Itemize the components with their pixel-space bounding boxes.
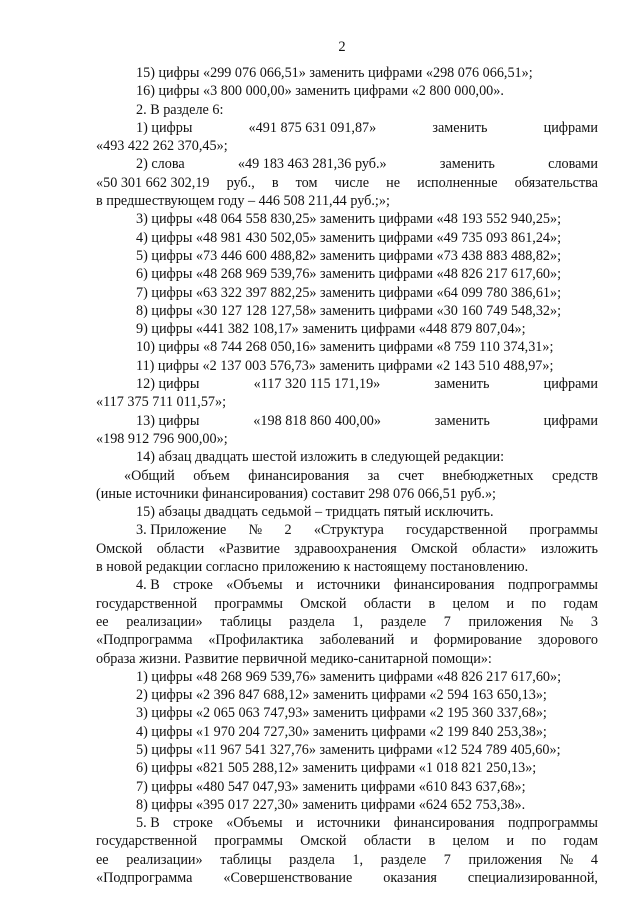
word: финансирования: [248, 467, 350, 484]
text-line: «117 375 711 011,57»;: [96, 394, 227, 411]
text-line: «198 912 796 900,00»;: [96, 430, 228, 447]
word: изложить: [540, 540, 598, 557]
word: 7: [443, 613, 451, 630]
word: 1,: [352, 613, 363, 630]
text-line: 15) цифры «299 076 066,51» заменить цифрами «298 076 066,51»;: [136, 65, 533, 81]
text-line: «493 422 262 370,45»;: [96, 138, 228, 155]
text-line: в предшествующем году – 446 508 211,44 руб.;»;: [96, 193, 390, 210]
word: приложения: [468, 613, 543, 630]
word: «49 183 463 281,36 руб.»: [237, 156, 387, 173]
word: в: [428, 833, 436, 850]
word: цифрами: [543, 412, 598, 429]
text-line: 4) цифры «1 970 204 727,30» заменить цифрами «2 199 840 253,38»;: [136, 723, 547, 740]
text-line: 16) цифры «3 800 000,00» заменить цифрами «2 800 000,00».: [136, 83, 504, 100]
text-line: 8) цифры «30 127 128 127,58» заменить цифрами «30 160 749 548,32»;: [136, 302, 562, 319]
word: №: [559, 851, 574, 868]
word: «Объемы: [226, 815, 283, 832]
word: разделе: [380, 851, 427, 868]
text-line: [96, 576, 598, 594]
word: Омской: [411, 540, 458, 557]
word: целом: [452, 595, 490, 612]
word: в: [428, 595, 436, 612]
word: заменить: [434, 412, 490, 429]
word: Омской: [300, 833, 347, 850]
text-line: [96, 631, 598, 649]
text-line: 10) цифры «8 744 268 050,16» заменить цифрами «8 759 110 374,31»;: [136, 339, 554, 356]
text-line: [96, 119, 598, 137]
word: 13) цифры: [136, 412, 200, 429]
word: Омской: [300, 595, 347, 612]
word: за: [367, 467, 380, 484]
word: «Объемы: [226, 577, 283, 594]
text-line: [96, 521, 598, 539]
text-line: 4) цифры «48 981 430 502,05» заменить цифрами «49 735 093 861,24»;: [136, 229, 562, 246]
word: и: [295, 815, 304, 832]
text-line: 5) цифры «11 967 541 327,76» заменить цифрами «12 524 789 405,60»;: [136, 741, 561, 758]
word: реализации»: [126, 613, 203, 630]
word: «Совершенствование: [223, 870, 353, 887]
word: «50 301 662 302,19: [96, 174, 210, 191]
text-line: [96, 375, 598, 393]
word: «Подпрограмма: [96, 632, 193, 649]
word: источники: [316, 815, 381, 832]
word: области: [156, 540, 205, 557]
text-line: 1) цифры «48 268 969 539,76» заменить цифрами «48 826 217 617,60»;: [136, 668, 562, 685]
word: цифрами: [543, 376, 598, 393]
word: «Структура: [313, 522, 384, 539]
word: программы: [214, 595, 283, 612]
word: раздела: [289, 613, 335, 630]
word: «117 320 115 171,19»: [253, 376, 381, 393]
word: целом: [452, 833, 490, 850]
text-line: [96, 174, 598, 192]
word: строке: [173, 577, 213, 594]
word: 3. Приложение: [136, 522, 227, 539]
word: подпрограммы: [507, 577, 598, 594]
word: и: [506, 833, 515, 850]
word: заболеваний: [319, 632, 395, 649]
word: оказания: [383, 870, 437, 887]
word: 2) слова: [136, 156, 185, 173]
word: реализации»: [126, 851, 203, 868]
word: специализированной,: [467, 870, 598, 887]
word: в: [271, 174, 279, 191]
word: финансирования: [393, 815, 495, 832]
word: разделе: [380, 613, 427, 630]
word: внебюджетных: [442, 467, 534, 484]
text-line: [96, 851, 598, 869]
text-line: 5) цифры «73 446 600 488,82» заменить цифрами «73 438 883 488,82»;: [136, 247, 562, 264]
text-line: [96, 869, 598, 887]
word: 1,: [352, 851, 363, 868]
word: средств: [552, 467, 598, 484]
text-line: [96, 613, 598, 631]
word: Омской: [96, 540, 143, 557]
word: годам: [563, 833, 598, 850]
text-line: 2) цифры «2 396 847 688,12» заменить цифрами «2 594 163 650,13»;: [136, 687, 547, 704]
document-body: [96, 64, 598, 887]
word: «Общий: [124, 467, 175, 484]
word: объем: [193, 467, 230, 484]
word: здравоохранения: [294, 540, 397, 557]
text-line: 3) цифры «2 065 063 747,93» заменить цифрами «2 195 360 337,68»;: [136, 705, 547, 722]
word: и: [506, 595, 515, 612]
word: области: [363, 595, 412, 612]
text-line: [96, 467, 598, 485]
text-line: [96, 814, 598, 832]
text-line: в новой редакции согласно приложению к настоящему постановлению.: [96, 559, 529, 576]
word: №: [248, 522, 263, 539]
word: числе: [334, 174, 370, 191]
text-line: [96, 595, 598, 613]
text-line: [96, 412, 598, 430]
text-line: образа жизни. Развитие первичной медико-санитарной помощи»:: [96, 650, 492, 667]
word: 4. В: [136, 577, 160, 594]
word: 5. В: [136, 815, 160, 832]
word: ее: [96, 613, 109, 630]
word: не: [386, 174, 401, 191]
word: раздела: [289, 851, 335, 868]
page-number: 2: [338, 39, 346, 55]
word: обязательства: [514, 174, 598, 191]
word: словами: [548, 156, 598, 173]
text-line: 11) цифры «2 137 003 576,73» заменить цифрами «2 143 510 488,97»;: [136, 357, 554, 374]
text-line: [96, 832, 598, 850]
word: здорового: [537, 632, 598, 649]
word: 12) цифры: [136, 376, 200, 393]
word: государственной: [96, 833, 198, 850]
word: финансирования: [393, 577, 495, 594]
word: заменить: [432, 119, 488, 136]
word: «Профилактика: [208, 632, 304, 649]
word: по: [531, 833, 547, 850]
word: руб.,: [226, 174, 255, 191]
word: и: [410, 632, 418, 649]
word: программы: [214, 833, 283, 850]
text-line: [96, 540, 598, 558]
word: 2: [284, 522, 292, 539]
word: государственной: [406, 522, 508, 539]
word: годам: [563, 595, 598, 612]
word: заменить: [434, 376, 490, 393]
text-line: 2. В разделе 6:: [136, 101, 224, 118]
word: 1) цифры: [136, 119, 193, 136]
word: строке: [173, 815, 213, 832]
word: государственной: [96, 595, 198, 612]
word: приложения: [468, 851, 543, 868]
text-line: 6) цифры «821 505 288,12» заменить цифрами «1 018 821 250,13»;: [136, 760, 537, 777]
word: цифрами: [543, 119, 598, 136]
word: таблицы: [220, 613, 272, 630]
word: программы: [529, 522, 598, 539]
word: счет: [398, 467, 424, 484]
word: области»: [471, 540, 527, 557]
text-line: 14) абзац двадцать шестой изложить в следующей редакции:: [136, 449, 505, 466]
word: 3: [590, 613, 598, 630]
text-line: 7) цифры «480 547 047,93» заменить цифрами «610 843 637,68»;: [136, 778, 526, 795]
word: том: [295, 174, 318, 191]
word: «198 818 860 400,00»: [253, 412, 381, 429]
word: заменить: [439, 156, 495, 173]
word: №: [559, 613, 574, 630]
word: таблицы: [220, 851, 272, 868]
word: «Подпрограмма: [96, 870, 193, 887]
text-line: 6) цифры «48 268 969 539,76» заменить цифрами «48 826 217 617,60»;: [136, 266, 562, 283]
text-line: 9) цифры «441 382 108,17» заменить цифрами «448 879 807,04»;: [136, 321, 526, 338]
word: 4: [590, 851, 598, 868]
text-line: 15) абзацы двадцать седьмой – тридцать пятый исключить.: [136, 504, 494, 521]
word: и: [295, 577, 304, 594]
text-line: 8) цифры «395 017 227,30» заменить цифрами «624 652 753,38».: [136, 796, 526, 813]
text-line: [96, 155, 598, 173]
text-line: 3) цифры «48 064 558 830,25» заменить цифрами «48 193 552 940,25»;: [136, 211, 562, 228]
word: «Развитие: [218, 540, 280, 557]
text-line: (иные источники финансирования) составит 298 076 066,51 руб.»;: [96, 485, 496, 502]
word: исполненные: [417, 174, 498, 191]
word: 7: [443, 851, 451, 868]
word: источники: [316, 577, 381, 594]
word: области: [363, 833, 412, 850]
word: формирование: [433, 632, 522, 649]
word: по: [531, 595, 547, 612]
word: подпрограммы: [507, 815, 598, 832]
word: «491 875 631 091,87»: [248, 119, 377, 136]
word: ее: [96, 851, 109, 868]
text-line: 7) цифры «63 322 397 882,25» заменить цифрами «64 099 780 386,61»;: [136, 284, 562, 301]
